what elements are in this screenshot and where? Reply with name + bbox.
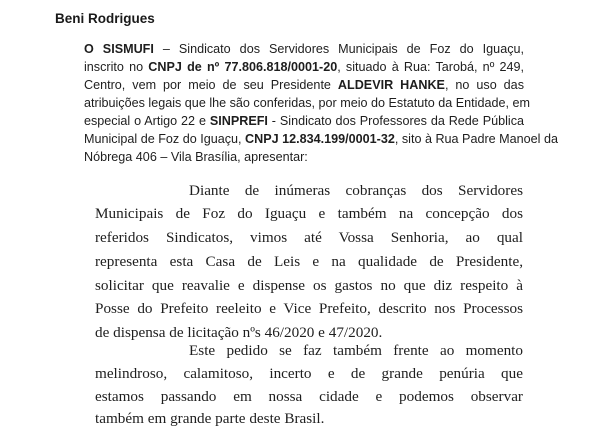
sismufi-name: O SISMUFI [84, 42, 154, 56]
recipient-name: Beni Rodrigues [55, 11, 155, 26]
paragraph-line: de dispensa de licitação nºs 46/2020 e 47/2020. [95, 324, 383, 341]
intro-line-6 [84, 132, 558, 146]
intro-line-4: atribuições legais que lhe são conferidas, por meio do Estatuto da Entidade, em [84, 96, 530, 110]
sinprefi-cnpj: CNPJ 12.834.199/0001-32 [245, 132, 395, 146]
intro-text: – Sindicato dos Servidores Municipais de Foz do Iguaçu, [153, 42, 524, 56]
president-name: ALDEVIR HANKE [337, 78, 445, 92]
intro-text: Municipal de Foz do Iguaçu, [84, 132, 246, 146]
intro-text: Centro, vem por meio de seu Presidente [84, 78, 338, 92]
intro-line-5 [84, 114, 524, 128]
paragraph-line: estamos passando em nossa cidade e podemos observar [95, 388, 523, 405]
intro-text: , situado à Rua: Tarobá, nº 249, [337, 60, 524, 74]
sismufi-cnpj: CNPJ de nº 77.806.818/0001-20 [148, 60, 338, 74]
intro-text: - Sindicato dos Professores da Rede Pública [267, 114, 524, 128]
paragraph-line: Municipais de Foz do Iguaçu e também na concepção dos [95, 205, 523, 222]
intro-line-2 [84, 60, 524, 74]
intro-line-3 [84, 78, 524, 92]
paragraph-line: Este pedido se faz também frente ao momento [189, 342, 523, 359]
paragraph-line: melindroso, calamitoso, incerto e de grande penúria que [95, 365, 523, 382]
intro-line-1 [84, 42, 524, 56]
paragraph-line: também em grande parte deste Brasil. [95, 410, 325, 427]
paragraph-line: representa esta Casa de Leis e na qualidade de Presidente, [95, 253, 523, 270]
paragraph-line: Diante de inúmeras cobranças dos Servidores [189, 182, 523, 199]
paragraph-line: Posse do Prefeito reeleito e Vice Prefeito, descrito nos Processos [95, 300, 523, 317]
intro-text: , no uso das [444, 78, 524, 92]
sinprefi-name: SINPREFI [209, 114, 268, 128]
intro-text: inscrito no [84, 60, 149, 74]
paragraph-line: solicitar que reavalie e dispense os gastos no que diz respeito à [95, 277, 523, 294]
intro-text: especial o Artigo 22 e [84, 114, 210, 128]
intro-line-7: Nóbrega 406 – Vila Brasília, apresentar: [84, 150, 308, 164]
paragraph-line: referidos Sindicatos, vimos até Vossa Senhoria, ao qual [95, 229, 523, 246]
intro-text: , sito à Rua Padre Manoel da [394, 132, 558, 146]
